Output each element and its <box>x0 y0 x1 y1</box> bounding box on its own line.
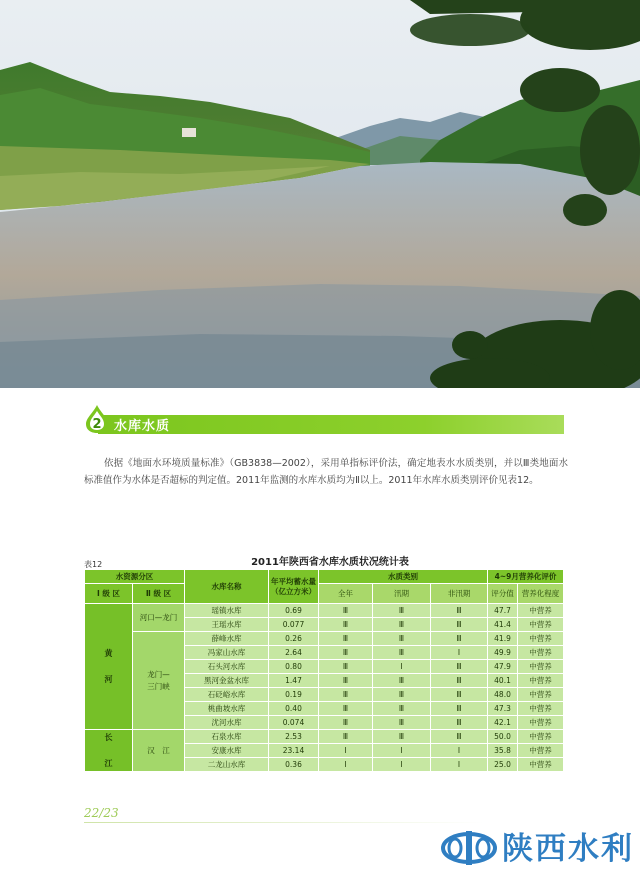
cell-nonflood: Ⅲ <box>431 716 488 730</box>
cell-year: Ⅲ <box>319 618 373 632</box>
cell-year: Ⅲ <box>319 674 373 688</box>
cell-score: 49.9 <box>488 646 518 660</box>
cell-year: Ⅲ <box>319 604 373 618</box>
cell-storage: 23.14 <box>269 744 319 758</box>
cell-score: 42.1 <box>488 716 518 730</box>
cell-flood: Ⅰ <box>373 758 431 772</box>
cell-storage: 0.26 <box>269 632 319 646</box>
cell-storage: 0.074 <box>269 716 319 730</box>
cell-name: 二龙山水库 <box>185 758 269 772</box>
cell-storage: 0.80 <box>269 660 319 674</box>
cell-name: 桃曲坡水库 <box>185 702 269 716</box>
cell-score: 47.9 <box>488 660 518 674</box>
header-nutrition: 4~9月营养化评价 <box>488 570 564 584</box>
cell-flood: Ⅲ <box>373 730 431 744</box>
cell-degree: 中营养 <box>518 758 564 772</box>
cell-degree: 中营养 <box>518 660 564 674</box>
cell-flood: Ⅲ <box>373 604 431 618</box>
cell-score: 41.9 <box>488 632 518 646</box>
cell-name: 薛峰水库 <box>185 632 269 646</box>
cell-flood: Ⅲ <box>373 646 431 660</box>
cell-storage: 2.64 <box>269 646 319 660</box>
table-caption: 表12 <box>84 560 103 569</box>
cell-name: 石砭峪水库 <box>185 688 269 702</box>
cell-score: 35.8 <box>488 744 518 758</box>
cell-storage: 0.077 <box>269 618 319 632</box>
group-level2-hanjiang: 汉 江 <box>133 730 185 772</box>
cell-name: 石泉水库 <box>185 730 269 744</box>
cell-flood: Ⅲ <box>373 688 431 702</box>
header-region: 水资源分区 <box>85 570 185 584</box>
section-heading <box>84 404 564 434</box>
cell-year: Ⅲ <box>319 702 373 716</box>
cell-degree: 中营养 <box>518 674 564 688</box>
cell-nonflood: Ⅲ <box>431 688 488 702</box>
header-quality: 水质类别 <box>319 570 488 584</box>
cell-nonflood: Ⅲ <box>431 604 488 618</box>
cell-score: 47.7 <box>488 604 518 618</box>
cell-score: 50.0 <box>488 730 518 744</box>
cell-nonflood: Ⅰ <box>431 758 488 772</box>
header-storage <box>269 570 319 604</box>
cell-year: Ⅲ <box>319 660 373 674</box>
cell-degree: 中营养 <box>518 604 564 618</box>
cell-degree: 中营养 <box>518 716 564 730</box>
cell-storage: 1.47 <box>269 674 319 688</box>
cell-flood: Ⅲ <box>373 702 431 716</box>
cell-nonflood: Ⅲ <box>431 660 488 674</box>
header-nonflood: 非汛期 <box>431 584 488 604</box>
table-row <box>85 632 564 646</box>
cell-year: Ⅰ <box>319 744 373 758</box>
page-number: 22/23 <box>84 806 119 820</box>
cell-name: 王瑶水库 <box>185 618 269 632</box>
group-level2-longmen: 龙门— 三门峡 <box>133 632 185 730</box>
water-wave-logo-icon <box>440 831 498 865</box>
cell-nonflood: Ⅲ <box>431 632 488 646</box>
cell-degree: 中营养 <box>518 688 564 702</box>
cell-nonflood: Ⅲ <box>431 730 488 744</box>
intro-paragraph: 依据《地面水环境质量标准》（GB3838—2002），采用单指标评价法，确定地表水水质类别，并以Ⅲ类地面水标准值作为水体是否超标的判定值。2011年监测的水库水质均为Ⅱ以上。2011年水库水质类别评价见表12。 <box>84 458 568 486</box>
cell-year: Ⅰ <box>319 758 373 772</box>
cell-year: Ⅲ <box>319 646 373 660</box>
reservoir-quality-table <box>84 569 564 772</box>
river-landscape-photo <box>0 0 640 388</box>
cell-name: 冯家山水库 <box>185 646 269 660</box>
cell-nonflood: Ⅲ <box>431 618 488 632</box>
cell-score: 47.3 <box>488 702 518 716</box>
logo-text: 陕西水利 <box>502 831 634 867</box>
header-flood: 汛期 <box>373 584 431 604</box>
cell-nonflood: Ⅲ <box>431 702 488 716</box>
cell-score: 48.0 <box>488 688 518 702</box>
cell-year: Ⅲ <box>319 730 373 744</box>
cell-year: Ⅲ <box>319 716 373 730</box>
section-title: 水库水质 <box>114 419 171 434</box>
cell-storage: 0.40 <box>269 702 319 716</box>
header-level2: Ⅱ 级 区 <box>133 584 185 604</box>
section-number: 2 <box>92 417 102 432</box>
cell-nonflood: Ⅰ <box>431 646 488 660</box>
cell-degree: 中营养 <box>518 702 564 716</box>
cell-name: 安康水库 <box>185 744 269 758</box>
cell-degree: 中营养 <box>518 744 564 758</box>
cell-name: 沋河水库 <box>185 716 269 730</box>
cell-flood: Ⅰ <box>373 744 431 758</box>
cell-year: Ⅲ <box>319 632 373 646</box>
logo <box>440 829 640 871</box>
table-row <box>85 604 564 618</box>
footer-divider <box>84 822 484 823</box>
cell-name: 黑河金盆水库 <box>185 674 269 688</box>
table-row <box>85 730 564 744</box>
cell-storage: 0.36 <box>269 758 319 772</box>
header-year: 全年 <box>319 584 373 604</box>
group-level2-hekou: 河口—龙门 <box>133 604 185 632</box>
cell-degree: 中营养 <box>518 632 564 646</box>
cell-flood: Ⅲ <box>373 618 431 632</box>
cell-degree: 中营养 <box>518 730 564 744</box>
cell-score: 40.1 <box>488 674 518 688</box>
header-score: 评分值 <box>488 584 518 604</box>
group-level1-changjiang: 长 江 <box>85 730 133 772</box>
header-name: 水库名称 <box>185 570 269 604</box>
cell-nonflood: Ⅰ <box>431 744 488 758</box>
cell-storage: 0.69 <box>269 604 319 618</box>
cell-degree: 中营养 <box>518 646 564 660</box>
cell-degree: 中营养 <box>518 618 564 632</box>
cell-nonflood: Ⅲ <box>431 674 488 688</box>
table-title: 2011年陕西省水库水质状况统计表 <box>251 557 409 568</box>
group-level1-huanghe: 黄 河 <box>85 604 133 730</box>
cell-name: 石头河水库 <box>185 660 269 674</box>
cell-flood: Ⅲ <box>373 674 431 688</box>
cell-storage: 2.53 <box>269 730 319 744</box>
cell-flood: Ⅲ <box>373 716 431 730</box>
header-level1: Ⅰ 级 区 <box>85 584 133 604</box>
cell-score: 41.4 <box>488 618 518 632</box>
cell-storage: 0.19 <box>269 688 319 702</box>
header-degree: 营养化程度 <box>518 584 564 604</box>
header-storage-text: 年平均蓄水量（亿立方米） <box>271 576 316 596</box>
cell-flood: Ⅲ <box>373 632 431 646</box>
cell-flood: Ⅰ <box>373 660 431 674</box>
cell-name: 瑶镇水库 <box>185 604 269 618</box>
cell-year: Ⅲ <box>319 688 373 702</box>
cell-score: 25.0 <box>488 758 518 772</box>
